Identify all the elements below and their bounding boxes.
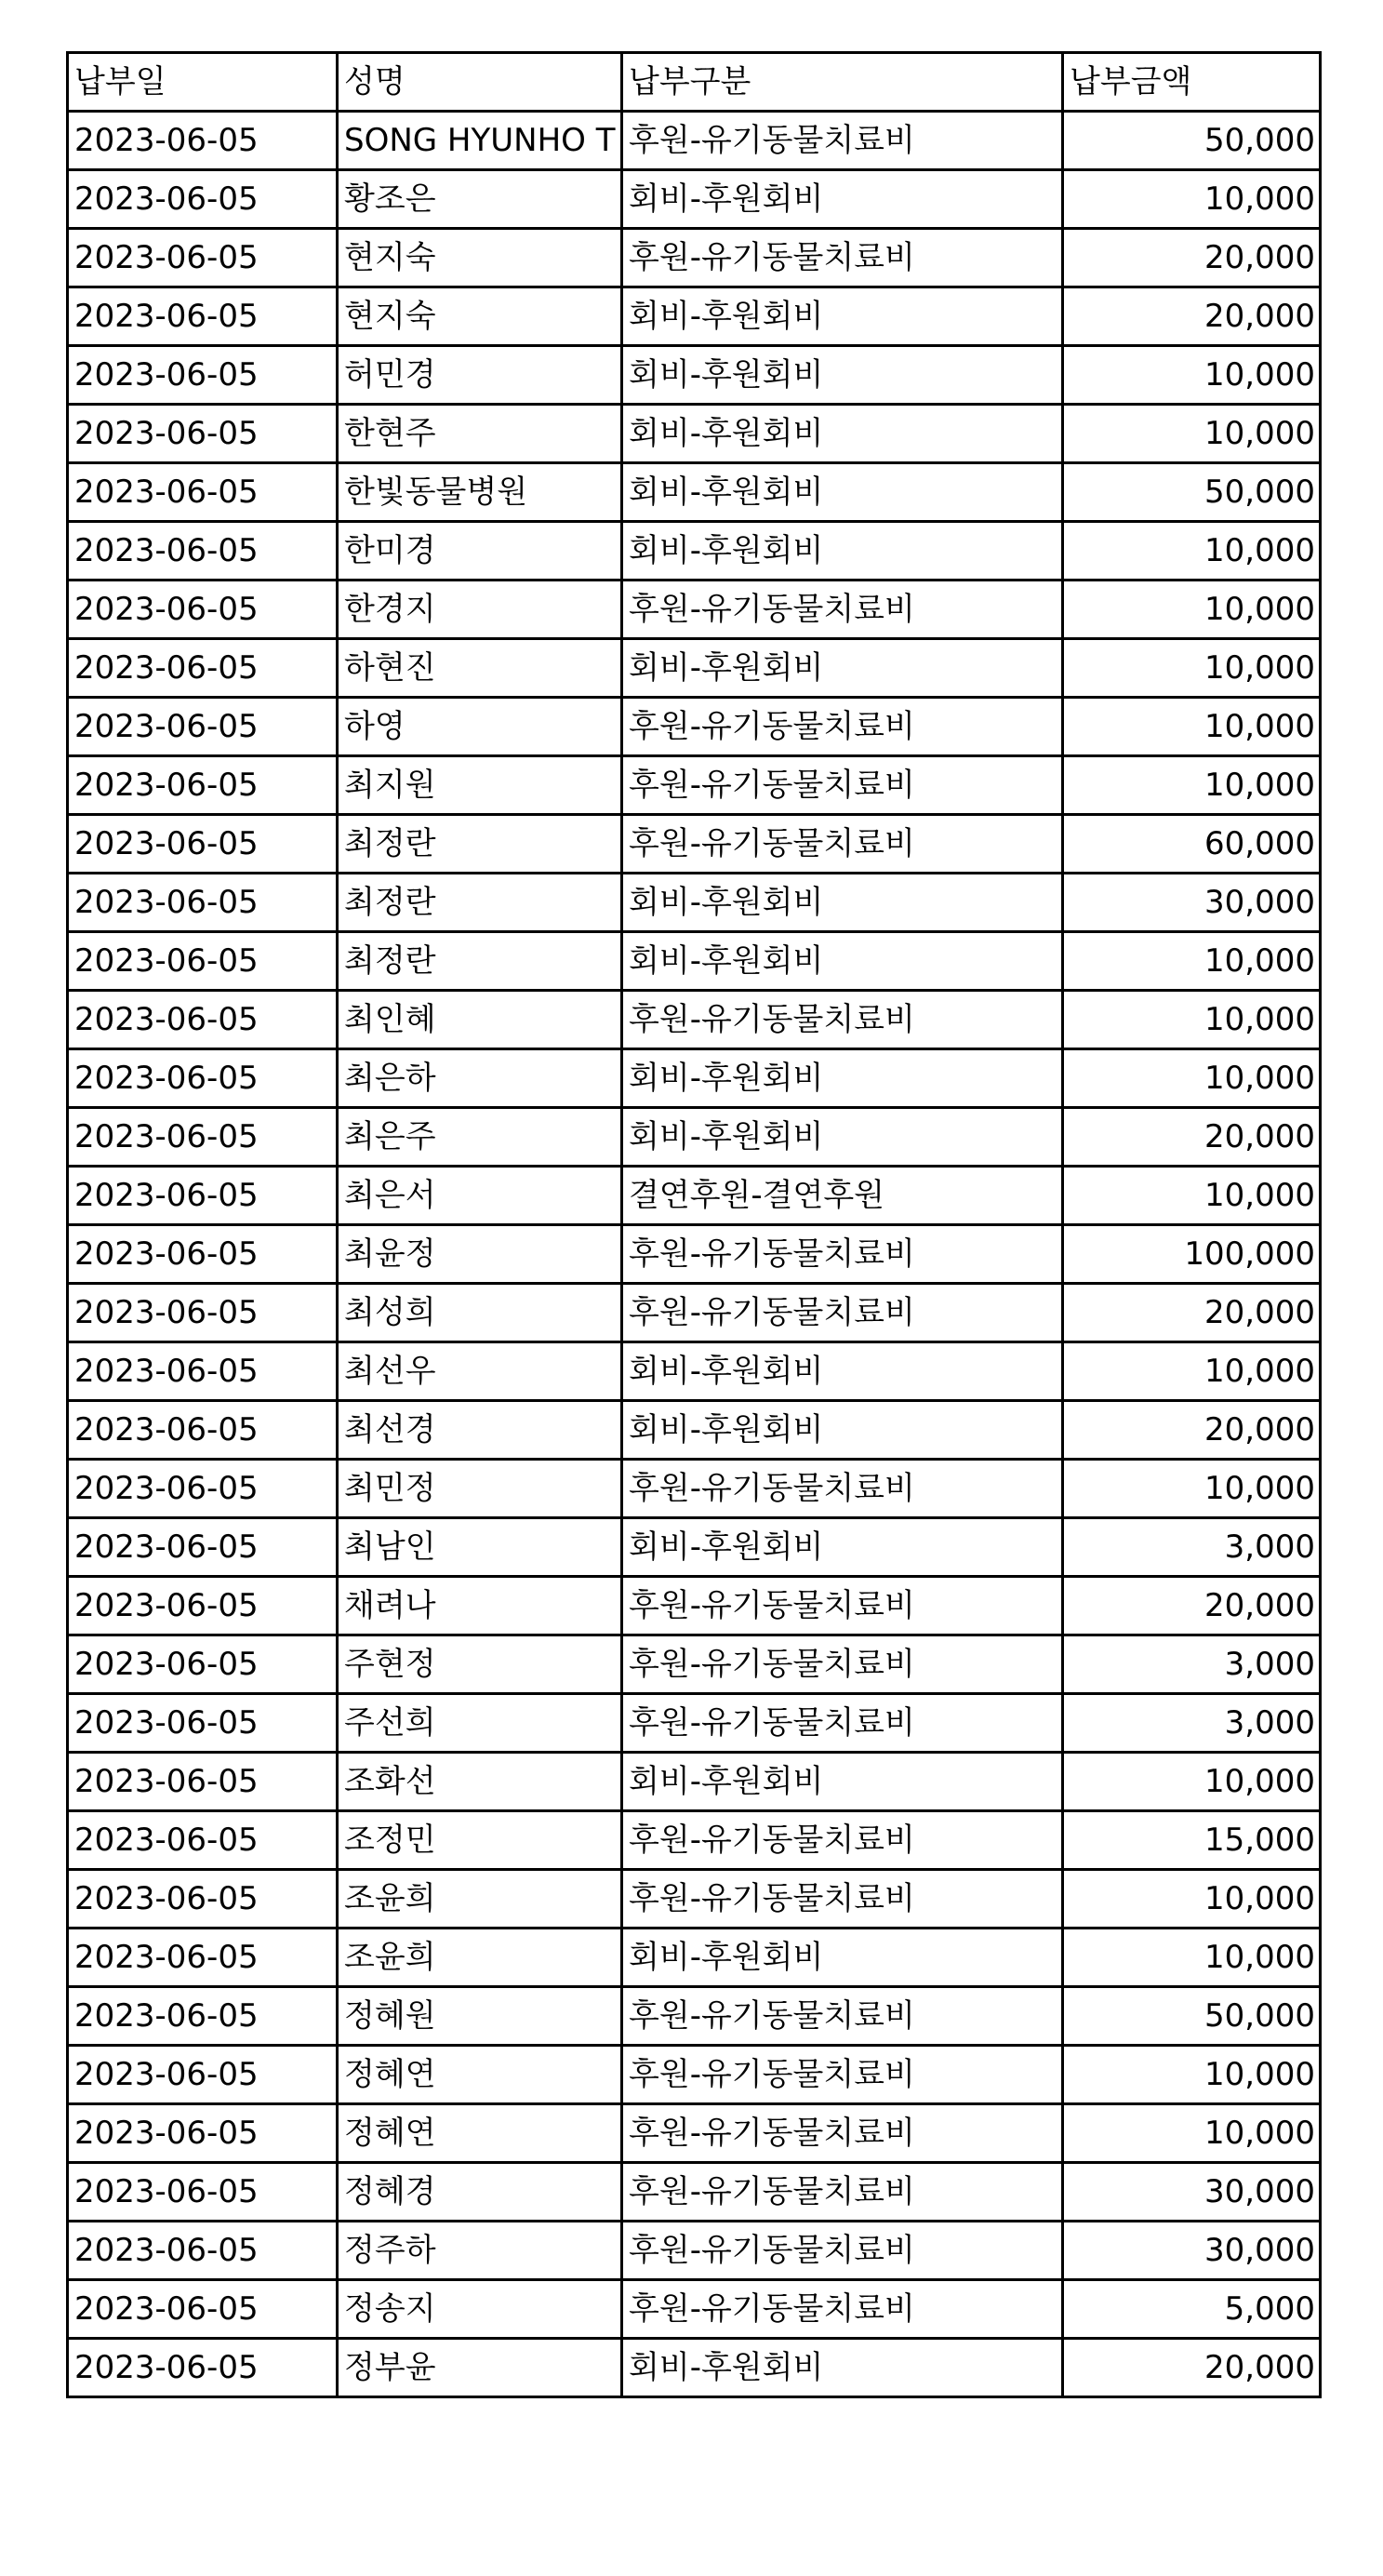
table-row [68,287,1321,346]
cell-type: 회비-후원회비 [622,1342,1063,1401]
cell-amount: 10,000 [1063,932,1321,991]
cell-amount: 20,000 [1063,229,1321,287]
cell-type: 회비-후원회비 [622,1753,1063,1811]
cell-amount: 20,000 [1063,1284,1321,1342]
header-amount: 납부금액 [1063,53,1321,112]
table-row [68,1460,1321,1518]
cell-name: 조윤희 [338,1870,622,1929]
cell-type: 후원-유기동물치료비 [622,581,1063,639]
cell-date: 2023-06-05 [68,874,338,932]
cell-amount: 20,000 [1063,1401,1321,1460]
cell-type: 회비-후원회비 [622,170,1063,229]
cell-date: 2023-06-05 [68,346,338,405]
header-row [68,53,1321,112]
table-row [68,346,1321,405]
cell-amount: 10,000 [1063,1929,1321,1987]
cell-amount: 10,000 [1063,581,1321,639]
cell-amount: 20,000 [1063,287,1321,346]
cell-name: 한미경 [338,522,622,581]
cell-amount: 3,000 [1063,1518,1321,1577]
cell-date: 2023-06-05 [68,2163,338,2222]
cell-amount: 10,000 [1063,1049,1321,1108]
cell-type: 후원-유기동물치료비 [622,1460,1063,1518]
cell-amount: 10,000 [1063,2046,1321,2104]
cell-name: 최남인 [338,1518,622,1577]
cell-type: 후원-유기동물치료비 [622,2046,1063,2104]
cell-type: 후원-유기동물치료비 [622,756,1063,815]
cell-type: 후원-유기동물치료비 [622,2104,1063,2163]
cell-name: 최지원 [338,756,622,815]
cell-date: 2023-06-05 [68,2046,338,2104]
cell-amount: 20,000 [1063,1108,1321,1167]
table-row [68,815,1321,874]
cell-name: 현지숙 [338,229,622,287]
table-row [68,581,1321,639]
cell-type: 회비-후원회비 [622,1401,1063,1460]
cell-type: 회비-후원회비 [622,405,1063,463]
cell-name: 최은주 [338,1108,622,1167]
table-row [68,756,1321,815]
cell-date: 2023-06-05 [68,170,338,229]
cell-amount: 100,000 [1063,1225,1321,1284]
cell-date: 2023-06-05 [68,1518,338,1577]
cell-name: 조정민 [338,1811,622,1870]
cell-date: 2023-06-05 [68,405,338,463]
cell-type: 후원-유기동물치료비 [622,815,1063,874]
table-row [68,1987,1321,2046]
cell-amount: 10,000 [1063,346,1321,405]
cell-date: 2023-06-05 [68,639,338,698]
cell-name: 최은서 [338,1167,622,1225]
cell-amount: 10,000 [1063,756,1321,815]
table-row [68,698,1321,756]
cell-name: 정송지 [338,2280,622,2339]
table-row [68,1753,1321,1811]
cell-amount: 30,000 [1063,2222,1321,2280]
cell-date: 2023-06-05 [68,991,338,1049]
cell-name: 황조은 [338,170,622,229]
cell-date: 2023-06-05 [68,1225,338,1284]
cell-type: 회비-후원회비 [622,932,1063,991]
table-row [68,1342,1321,1401]
cell-type: 회비-후원회비 [622,2339,1063,2397]
cell-name: 현지숙 [338,287,622,346]
cell-type: 후원-유기동물치료비 [622,2280,1063,2339]
cell-type: 회비-후원회비 [622,1929,1063,1987]
cell-date: 2023-06-05 [68,1694,338,1753]
table-row [68,1108,1321,1167]
cell-date: 2023-06-05 [68,1870,338,1929]
cell-date: 2023-06-05 [68,1929,338,1987]
table-row [68,522,1321,581]
cell-type: 후원-유기동물치료비 [622,2163,1063,2222]
table-row [68,2046,1321,2104]
cell-name: 정혜연 [338,2046,622,2104]
cell-name: 최정란 [338,815,622,874]
cell-date: 2023-06-05 [68,1753,338,1811]
cell-name: 주선희 [338,1694,622,1753]
table-row [68,874,1321,932]
table-row [68,1811,1321,1870]
table-row [68,1635,1321,1694]
cell-date: 2023-06-05 [68,932,338,991]
cell-date: 2023-06-05 [68,463,338,522]
cell-type: 후원-유기동물치료비 [622,1225,1063,1284]
cell-date: 2023-06-05 [68,1577,338,1635]
cell-type: 회비-후원회비 [622,639,1063,698]
cell-name: 최정란 [338,874,622,932]
cell-name: 정혜연 [338,2104,622,2163]
table-row [68,1870,1321,1929]
cell-date: 2023-06-05 [68,1811,338,1870]
cell-name: 하영 [338,698,622,756]
cell-date: 2023-06-05 [68,698,338,756]
cell-name: 채려나 [338,1577,622,1635]
cell-amount: 50,000 [1063,463,1321,522]
cell-date: 2023-06-05 [68,2280,338,2339]
cell-date: 2023-06-05 [68,2339,338,2397]
cell-name: SONG HYUNHO T [338,112,622,170]
cell-type: 후원-유기동물치료비 [622,1811,1063,1870]
table-row [68,2280,1321,2339]
table-row [68,1929,1321,1987]
header-name: 성명 [338,53,622,112]
cell-amount: 10,000 [1063,1870,1321,1929]
cell-date: 2023-06-05 [68,2222,338,2280]
cell-date: 2023-06-05 [68,287,338,346]
cell-name: 허민경 [338,346,622,405]
cell-name: 한현주 [338,405,622,463]
table-row [68,405,1321,463]
cell-name: 한경지 [338,581,622,639]
cell-type: 후원-유기동물치료비 [622,1694,1063,1753]
cell-amount: 10,000 [1063,1460,1321,1518]
cell-amount: 20,000 [1063,2339,1321,2397]
table-row [68,1225,1321,1284]
cell-date: 2023-06-05 [68,2104,338,2163]
cell-name: 정부윤 [338,2339,622,2397]
table-row [68,639,1321,698]
cell-name: 한빛동물병원 [338,463,622,522]
cell-type: 후원-유기동물치료비 [622,1635,1063,1694]
cell-type: 후원-유기동물치료비 [622,112,1063,170]
cell-name: 최윤정 [338,1225,622,1284]
table-row [68,2104,1321,2163]
cell-date: 2023-06-05 [68,1049,338,1108]
cell-date: 2023-06-05 [68,1108,338,1167]
cell-name: 최은하 [338,1049,622,1108]
cell-amount: 3,000 [1063,1635,1321,1694]
cell-type: 회비-후원회비 [622,1049,1063,1108]
table-row [68,229,1321,287]
table-row [68,1518,1321,1577]
cell-date: 2023-06-05 [68,756,338,815]
cell-type: 회비-후원회비 [622,1518,1063,1577]
cell-type: 회비-후원회비 [622,463,1063,522]
table-row [68,1401,1321,1460]
table-row [68,1167,1321,1225]
cell-amount: 15,000 [1063,1811,1321,1870]
cell-amount: 10,000 [1063,170,1321,229]
cell-amount: 50,000 [1063,112,1321,170]
cell-type: 결연후원-결연후원 [622,1167,1063,1225]
cell-type: 회비-후원회비 [622,874,1063,932]
cell-amount: 10,000 [1063,1342,1321,1401]
table-row [68,463,1321,522]
table-row [68,932,1321,991]
cell-date: 2023-06-05 [68,522,338,581]
table-row [68,2339,1321,2397]
cell-type: 후원-유기동물치료비 [622,698,1063,756]
cell-name: 최선우 [338,1342,622,1401]
cell-amount: 10,000 [1063,698,1321,756]
cell-type: 후원-유기동물치료비 [622,991,1063,1049]
table-row [68,112,1321,170]
cell-date: 2023-06-05 [68,229,338,287]
cell-type: 후원-유기동물치료비 [622,229,1063,287]
cell-name: 최선경 [338,1401,622,1460]
cell-name: 정혜원 [338,1987,622,2046]
table-row [68,1284,1321,1342]
cell-amount: 10,000 [1063,522,1321,581]
cell-amount: 60,000 [1063,815,1321,874]
cell-date: 2023-06-05 [68,1284,338,1342]
cell-date: 2023-06-05 [68,1167,338,1225]
table-row [68,1694,1321,1753]
table-row [68,2222,1321,2280]
cell-type: 회비-후원회비 [622,346,1063,405]
cell-type: 후원-유기동물치료비 [622,1987,1063,2046]
cell-type: 회비-후원회비 [622,522,1063,581]
cell-date: 2023-06-05 [68,1987,338,2046]
cell-type: 후원-유기동물치료비 [622,1577,1063,1635]
cell-amount: 10,000 [1063,991,1321,1049]
cell-name: 정혜경 [338,2163,622,2222]
cell-name: 조화선 [338,1753,622,1811]
cell-date: 2023-06-05 [68,1401,338,1460]
cell-date: 2023-06-05 [68,1342,338,1401]
cell-type: 후원-유기동물치료비 [622,2222,1063,2280]
cell-type: 회비-후원회비 [622,287,1063,346]
cell-name: 최인혜 [338,991,622,1049]
table-body [68,112,1321,2397]
cell-amount: 10,000 [1063,1753,1321,1811]
header-date: 납부일 [68,53,338,112]
cell-amount: 3,000 [1063,1694,1321,1753]
table-row [68,1577,1321,1635]
cell-date: 2023-06-05 [68,581,338,639]
cell-date: 2023-06-05 [68,1635,338,1694]
cell-amount: 10,000 [1063,2104,1321,2163]
table-row [68,991,1321,1049]
cell-amount: 10,000 [1063,405,1321,463]
cell-name: 최성희 [338,1284,622,1342]
cell-name: 정주하 [338,2222,622,2280]
header-type: 납부구분 [622,53,1063,112]
cell-amount: 20,000 [1063,1577,1321,1635]
cell-type: 후원-유기동물치료비 [622,1284,1063,1342]
cell-name: 조윤희 [338,1929,622,1987]
cell-type: 후원-유기동물치료비 [622,1870,1063,1929]
cell-name: 하현진 [338,639,622,698]
payment-table [66,51,1322,2398]
cell-amount: 5,000 [1063,2280,1321,2339]
cell-name: 최정란 [338,932,622,991]
table-row [68,170,1321,229]
cell-name: 최민정 [338,1460,622,1518]
cell-date: 2023-06-05 [68,112,338,170]
cell-name: 주현정 [338,1635,622,1694]
cell-type: 회비-후원회비 [622,1108,1063,1167]
cell-amount: 30,000 [1063,2163,1321,2222]
cell-amount: 30,000 [1063,874,1321,932]
cell-amount: 10,000 [1063,639,1321,698]
table-row [68,2163,1321,2222]
table-row [68,1049,1321,1108]
cell-date: 2023-06-05 [68,1460,338,1518]
cell-date: 2023-06-05 [68,815,338,874]
cell-amount: 10,000 [1063,1167,1321,1225]
cell-amount: 50,000 [1063,1987,1321,2046]
